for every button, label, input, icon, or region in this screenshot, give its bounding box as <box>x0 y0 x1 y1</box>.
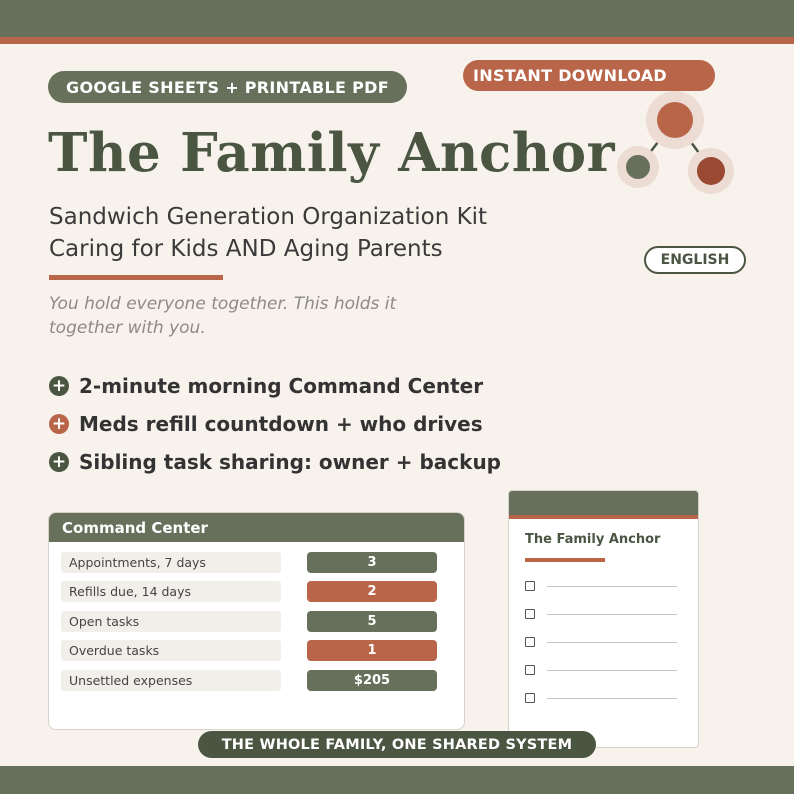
metric-value: 3 <box>307 552 437 573</box>
document-accent-stripe <box>509 515 698 519</box>
subtitle-line-1: Sandwich Generation Organization Kit <box>49 204 488 230</box>
metric-value: 5 <box>307 611 437 632</box>
plus-icon: + <box>49 376 69 396</box>
metric-label: Refills due, 14 days <box>61 581 281 602</box>
line-rule <box>547 698 677 699</box>
document-preview <box>508 490 699 748</box>
checkbox-icon <box>525 581 535 591</box>
instant-download-badge: INSTANT DOWNLOAD <box>463 60 715 91</box>
checkbox-icon <box>525 665 535 675</box>
plus-icon: + <box>49 414 69 434</box>
feature-item <box>49 405 501 443</box>
language-badge: ENGLISH <box>644 246 746 274</box>
accent-rule <box>49 275 223 280</box>
top-band <box>0 0 794 37</box>
checkbox-icon <box>525 693 535 703</box>
metric-label: Unsettled expenses <box>61 670 281 691</box>
metric-label: Appointments, 7 days <box>61 552 281 573</box>
subtitle <box>49 201 487 265</box>
feature-item <box>49 443 501 481</box>
metric-row <box>61 581 437 602</box>
metric-row <box>61 552 437 573</box>
checkbox-icon <box>525 609 535 619</box>
checklist-line <box>525 609 677 621</box>
bottom-band <box>0 766 794 794</box>
subtitle-line-2: Caring for Kids AND Aging Parents <box>49 236 443 262</box>
feature-text: Sibling task sharing: owner + backup <box>79 450 501 474</box>
page-title: The Family Anchor <box>48 122 616 184</box>
document-accent-rule <box>525 558 605 562</box>
top-accent-stripe <box>0 37 794 44</box>
metric-row <box>61 611 437 632</box>
checklist-line <box>525 665 677 677</box>
metric-label: Overdue tasks <box>61 640 281 661</box>
checklist-line <box>525 693 677 705</box>
format-badge: GOOGLE SHEETS + PRINTABLE PDF <box>48 71 407 103</box>
metric-label: Open tasks <box>61 611 281 632</box>
feature-item <box>49 367 501 405</box>
feature-list <box>49 367 501 481</box>
command-center-card <box>48 512 465 730</box>
metric-row <box>61 640 437 661</box>
family-network-icon <box>610 88 740 198</box>
checklist-line <box>525 581 677 593</box>
plus-icon: + <box>49 452 69 472</box>
checkbox-icon <box>525 637 535 647</box>
metric-row <box>61 670 437 691</box>
footer-banner: THE WHOLE FAMILY, ONE SHARED SYSTEM <box>198 731 596 758</box>
metric-value: 1 <box>307 640 437 661</box>
metric-value: 2 <box>307 581 437 602</box>
document-header <box>509 491 698 515</box>
tagline: You hold everyone together. This holds it together with you. <box>49 294 397 338</box>
document-title: The Family Anchor <box>525 532 661 547</box>
metric-value: $205 <box>307 670 437 691</box>
feature-text: 2-minute morning Command Center <box>79 374 484 398</box>
feature-text: Meds refill countdown + who drives <box>79 412 483 436</box>
line-rule <box>547 642 677 643</box>
line-rule <box>547 614 677 615</box>
line-rule <box>547 670 677 671</box>
command-center-title: Command Center <box>49 513 464 542</box>
checklist-line <box>525 637 677 649</box>
line-rule <box>547 586 677 587</box>
